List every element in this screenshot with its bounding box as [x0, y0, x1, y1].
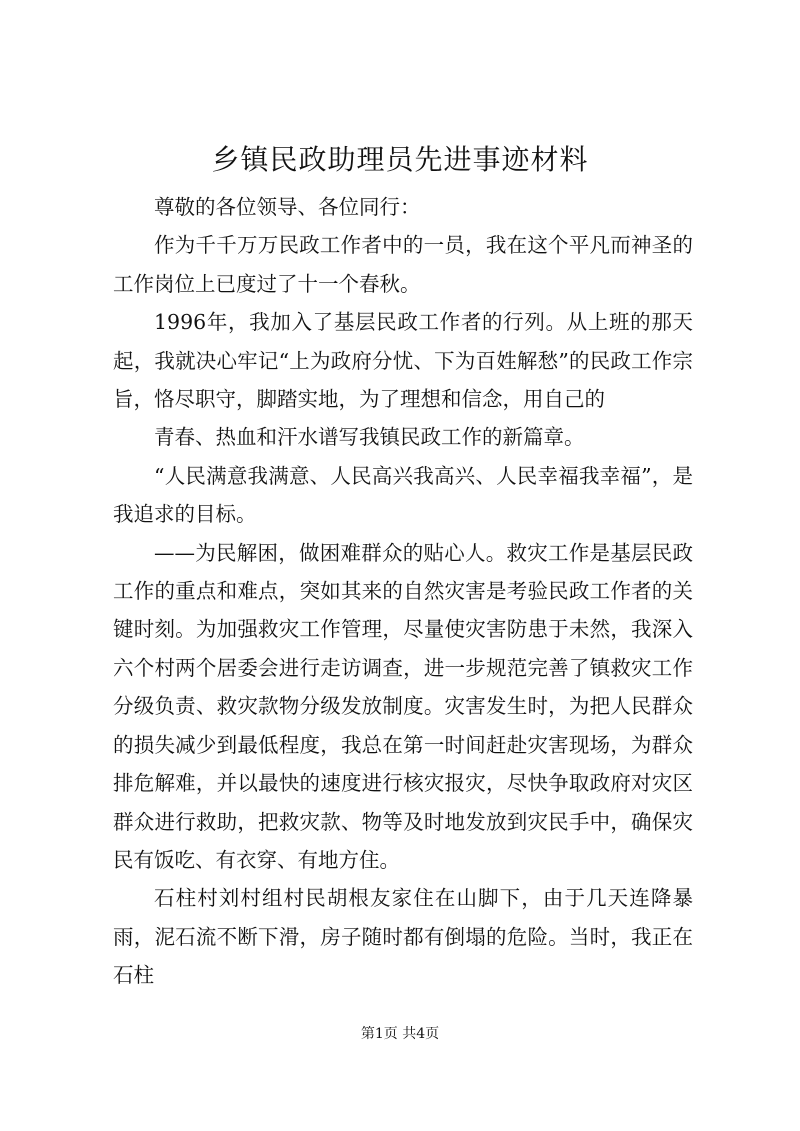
- document-body: [113, 188, 693, 995]
- document-title: 乡镇民政助理员先进事迹材料: [211, 143, 589, 176]
- page-indicator: 第1页 共4页: [360, 1026, 440, 1042]
- salutation-paragraph: 尊敬的各位领导、各位同行：: [154, 195, 421, 219]
- continuation-paragraph: 青春、热血和汗水谱写我镇民政工作的新篇章。: [154, 425, 585, 450]
- goal-paragraph: “人民满意我满意、人民高兴我高兴、人民幸福我幸福”，是我追求的目标。: [113, 463, 693, 527]
- relief-paragraph: ——为民解困，做困难群众的贴心人。救灾工作是基层民政工作的重点和难点，突如其来的自然灾害是考验民政工作者的关键时刻。为加强救灾工作管理，尽量使灾害防患于未然，我深入六个村两个居委会进行走访调查，进一步规范完善了镇救灾工作分级负责、救灾款物分级发放制度。灾害发生时，为把人民群众的损失减少到最低程度，我总在第一时间赶赴灾害现场，为群众排危解难，并以最快的速度进行核灾报灾，尽快争取政府对灾区群众进行救助，把救灾款、物等及时地发放到灾民手中，确保灾民有饭吃、有衣穿、有地方住。: [113, 540, 693, 872]
- story-paragraph: 石柱村刘村组村民胡根友家住在山脚下，由于几天连降暴雨，泥石流不断下滑，房子随时都有倒塌的危险。当时，我正在石柱: [113, 886, 693, 988]
- career-paragraph: 1996年，我加入了基层民政工作者的行列。从上班的那天起，我就决心牢记“上为政府分忧、下为百姓解愁”的民政工作宗旨，恪尽职守，脚踏实地，为了理想和信念，用自己的: [113, 310, 693, 412]
- intro-paragraph: 作为千千万万民政工作者中的一员，我在这个平凡而神圣的工作岗位上已度过了十一个春秋。: [113, 233, 693, 296]
